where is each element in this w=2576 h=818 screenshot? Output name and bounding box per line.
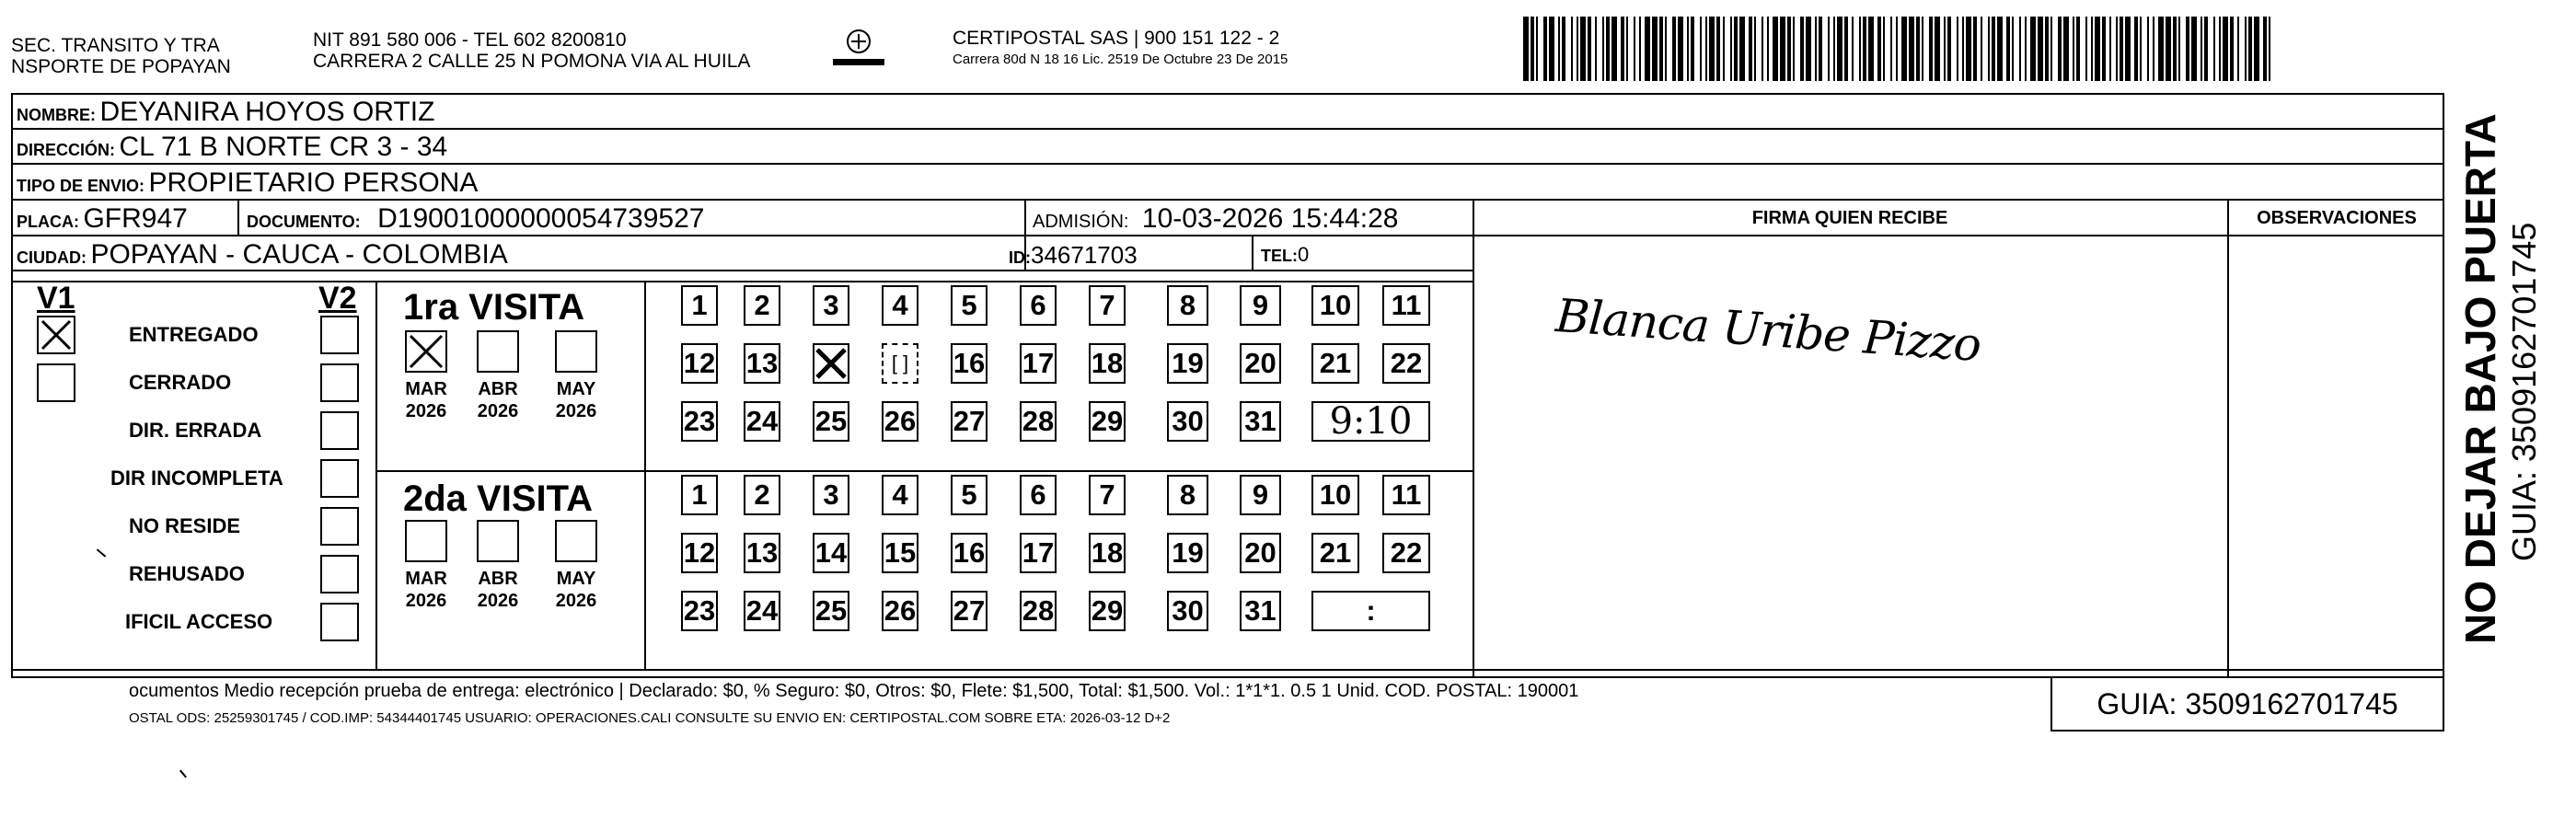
- day-box[interactable]: 24: [744, 401, 780, 442]
- day-box[interactable]: 4: [882, 285, 918, 326]
- day-box[interactable]: 2: [744, 285, 780, 326]
- sender-contact: [313, 29, 750, 72]
- recipient-signature: Blanca Uribe Pizzo: [1554, 288, 1982, 373]
- day-box[interactable]: 30: [1167, 401, 1208, 442]
- day-box[interactable]: 21: [1311, 343, 1359, 384]
- day-box[interactable]: 11: [1382, 285, 1430, 326]
- tipo-value: PROPIETARIO PERSONA: [148, 167, 479, 198]
- direccion-value: CL 71 B NORTE CR 3 - 34: [119, 132, 448, 162]
- nit-line: NIT 891 580 006 - TEL 602 8200810: [313, 29, 627, 51]
- firma-header: FIRMA QUIEN RECIBE: [1751, 208, 1948, 228]
- day-box[interactable]: 5: [951, 475, 988, 515]
- guia-box: GUIA: 3509162701745: [2050, 676, 2444, 732]
- erased-day: [ ]: [891, 351, 909, 374]
- day-box[interactable]: 6: [1020, 285, 1057, 326]
- time-box[interactable]: 9:10: [1311, 401, 1430, 442]
- day-box[interactable]: 31: [1240, 401, 1281, 442]
- day-box[interactable]: 20: [1240, 533, 1281, 573]
- month-label: [469, 378, 526, 422]
- day-box[interactable]: 13: [744, 533, 780, 573]
- footer-line-2: OSTAL ODS: 25259301745 / COD.IMP: 54344401745 USUARIO: OPERACIONES.CALI CONSULTE SU ENVIO EN: CERTIPOSTAL.COM SOBRE ETA: 2026-03-12 D+2: [129, 710, 1171, 726]
- day-box[interactable]: [882, 343, 918, 384]
- day-box[interactable]: 19: [1167, 533, 1208, 573]
- v2-checkbox[interactable]: [320, 555, 359, 593]
- direccion-row: [17, 132, 447, 163]
- check-x-icon: [814, 347, 848, 380]
- admision-value: 10-03-2026 15:44:28: [1141, 203, 1399, 234]
- day-box[interactable]: 29: [1089, 591, 1126, 631]
- documento-label: DOCUMENTO:: [247, 213, 361, 231]
- month-year: 2026: [477, 401, 519, 421]
- month-checkbox[interactable]: [555, 330, 597, 373]
- day-box[interactable]: 7: [1089, 475, 1126, 515]
- status-label: NO RESIDE: [129, 514, 241, 537]
- v2-header: V2: [318, 281, 357, 316]
- second-visit-title: 2da VISITA: [403, 478, 593, 519]
- month-name: MAY: [556, 569, 596, 589]
- day-box[interactable]: 13: [744, 343, 780, 384]
- v1-header: V1: [37, 281, 75, 316]
- status-label: DIR. ERRADA: [129, 419, 262, 442]
- ciudad-label: CIUDAD:: [17, 248, 87, 267]
- address-line: CARRERA 2 CALLE 25 N POMONA VIA AL HUILA: [313, 51, 751, 72]
- day-box[interactable]: 18: [1089, 533, 1126, 573]
- day-box[interactable]: 22: [1382, 343, 1430, 384]
- sender-line-1: SEC. TRANSITO Y TRA: [11, 35, 220, 56]
- first-visit-title: 1ra VISITA: [403, 287, 585, 328]
- placa-value: GFR947: [83, 203, 188, 234]
- day-box[interactable]: 5: [951, 285, 988, 326]
- day-box[interactable]: 7: [1089, 285, 1126, 326]
- v2-checkbox[interactable]: [320, 411, 359, 450]
- day-box[interactable]: 4: [882, 475, 918, 515]
- month-year: 2026: [405, 591, 447, 611]
- documento-value: D19001000000054739527: [377, 203, 705, 234]
- license-line: Carrera 80d N 18 16 Lic. 2519 De Octubre 23 De 2015: [953, 52, 1288, 67]
- side-guia: GUIA: 3509162701745: [2505, 222, 2543, 561]
- month-year: 2026: [555, 401, 597, 421]
- day-box[interactable]: 22: [1382, 533, 1430, 573]
- v2-checkbox[interactable]: [320, 603, 359, 641]
- tel-field: [1261, 243, 1309, 267]
- tipo-row: [17, 167, 478, 199]
- day-box[interactable]: 21: [1311, 533, 1359, 573]
- month-checkbox[interactable]: [405, 520, 447, 562]
- day-box[interactable]: 28: [1020, 401, 1057, 442]
- month-checkbox[interactable]: [405, 330, 447, 373]
- day-box[interactable]: 10: [1311, 285, 1359, 326]
- day-box[interactable]: 3: [813, 285, 849, 326]
- placa-label: PLACA:: [17, 213, 79, 231]
- day-box[interactable]: 25: [813, 591, 849, 631]
- day-box[interactable]: 8: [1167, 475, 1208, 515]
- day-box[interactable]: 17: [1020, 533, 1057, 573]
- day-box[interactable]: 2: [744, 475, 780, 515]
- month-name: ABR: [478, 379, 518, 399]
- tel-value: 0: [1298, 243, 1310, 266]
- day-box[interactable]: 27: [951, 401, 988, 442]
- status-label: ENTREGADO: [129, 323, 259, 346]
- nombre-value: DEYANIRA HOYOS ORTIZ: [99, 97, 435, 127]
- day-box[interactable]: 1: [681, 475, 718, 515]
- day-box[interactable]: 17: [1020, 343, 1057, 384]
- tipo-label: TIPO DE ENVIO:: [17, 177, 145, 195]
- month-label: [469, 568, 526, 612]
- month-label: [398, 568, 455, 612]
- v1-checkbox[interactable]: [37, 316, 75, 354]
- v2-checkbox[interactable]: [320, 459, 359, 498]
- day-box[interactable]: 28: [1020, 591, 1057, 631]
- v2-checkbox[interactable]: [320, 507, 359, 546]
- day-box[interactable]: 20: [1240, 343, 1281, 384]
- day-box[interactable]: 16: [951, 343, 988, 384]
- admision-field: [1033, 203, 1398, 235]
- ciudad-field: [17, 239, 508, 271]
- status-label: REHUSADO: [129, 562, 245, 585]
- v1-checkbox[interactable]: [37, 363, 75, 402]
- no-dejar-warning: NO DEJAR BAJO PUERTA: [2456, 113, 2504, 644]
- ciudad-value: POPAYAN - CAUCA - COLOMBIA: [90, 239, 508, 270]
- day-box[interactable]: 19: [1167, 343, 1208, 384]
- day-box[interactable]: 26: [882, 401, 918, 442]
- logo-icon: [831, 26, 886, 72]
- footer-line-1: ocumentos Medio recepción prueba de entrega: electrónico | Declarado: $0, % Seguro: $0, Otros: $0, Flete: $1,500, Total: $1,500. Vol.: 1*1*1. 0.5 1 Unid. COD. POSTAL: 190001: [129, 681, 1579, 701]
- day-box[interactable]: 10: [1311, 475, 1359, 515]
- day-box[interactable]: 9: [1240, 285, 1281, 326]
- month-year: 2026: [555, 591, 597, 611]
- day-box[interactable]: 30: [1167, 591, 1208, 631]
- direccion-label: DIRECCIÓN:: [17, 141, 115, 159]
- status-label: DIR INCOMPLETA: [110, 467, 283, 490]
- id-value: 34671703: [1031, 241, 1138, 269]
- day-box[interactable]: 18: [1089, 343, 1126, 384]
- check-x-icon: [407, 332, 445, 371]
- month-checkbox[interactable]: [555, 520, 597, 562]
- nombre-row: [17, 97, 434, 128]
- torn-edge-mark: [179, 770, 187, 778]
- day-box[interactable]: 25: [813, 401, 849, 442]
- day-box[interactable]: [813, 343, 849, 384]
- day-box[interactable]: 31: [1240, 591, 1281, 631]
- day-box[interactable]: 12: [681, 343, 718, 384]
- sender-line-2: NSPORTE DE POPAYAN: [11, 56, 231, 77]
- day-box[interactable]: 23: [681, 591, 718, 631]
- day-box[interactable]: 29: [1089, 401, 1126, 442]
- day-box[interactable]: 16: [951, 533, 988, 573]
- check-x-icon: [39, 317, 74, 352]
- month-checkbox[interactable]: [477, 520, 519, 562]
- certipostal-logo: [831, 26, 886, 72]
- day-box[interactable]: 27: [951, 591, 988, 631]
- month-label: [548, 378, 605, 422]
- day-box[interactable]: 3: [813, 475, 849, 515]
- day-box[interactable]: 1: [681, 285, 718, 326]
- tel-label: TEL:: [1261, 247, 1298, 265]
- month-name: MAR: [405, 569, 447, 589]
- v2-checkbox[interactable]: [320, 363, 359, 402]
- placa-field: [17, 203, 188, 235]
- id-label: ID:: [1009, 248, 1031, 267]
- month-year: 2026: [405, 401, 447, 421]
- id-field: [1009, 241, 1138, 270]
- status-label: IFICIL ACCESO: [125, 610, 273, 633]
- observaciones-header: OBSERVACIONES: [2257, 208, 2417, 228]
- day-box[interactable]: 11: [1382, 475, 1430, 515]
- day-box[interactable]: 9: [1240, 475, 1281, 515]
- day-box[interactable]: 12: [681, 533, 718, 573]
- company-line: CERTIPOSTAL SAS | 900 151 122 - 2: [953, 28, 1280, 49]
- nombre-label: NOMBRE:: [17, 106, 96, 124]
- month-checkbox[interactable]: [477, 330, 519, 373]
- status-label: CERRADO: [129, 371, 232, 394]
- time-box[interactable]: :: [1311, 591, 1430, 631]
- month-name: MAY: [556, 379, 596, 399]
- day-box[interactable]: 23: [681, 401, 718, 442]
- month-label: [548, 568, 605, 612]
- month-label: [398, 378, 455, 422]
- day-box[interactable]: 24: [744, 591, 780, 631]
- month-year: 2026: [477, 591, 519, 611]
- sender-name: [11, 35, 231, 77]
- day-box[interactable]: 26: [882, 591, 918, 631]
- admision-label: ADMISIÓN:: [1033, 212, 1129, 232]
- month-name: MAR: [405, 379, 447, 399]
- v2-checkbox[interactable]: [320, 316, 359, 354]
- month-name: ABR: [478, 569, 518, 589]
- day-box[interactable]: 8: [1167, 285, 1208, 326]
- day-box[interactable]: 6: [1020, 475, 1057, 515]
- day-box[interactable]: 15: [882, 533, 918, 573]
- documento-field: [247, 203, 704, 235]
- company-info: [953, 28, 1288, 70]
- day-box[interactable]: 14: [813, 533, 849, 573]
- barcode: [1523, 17, 2276, 81]
